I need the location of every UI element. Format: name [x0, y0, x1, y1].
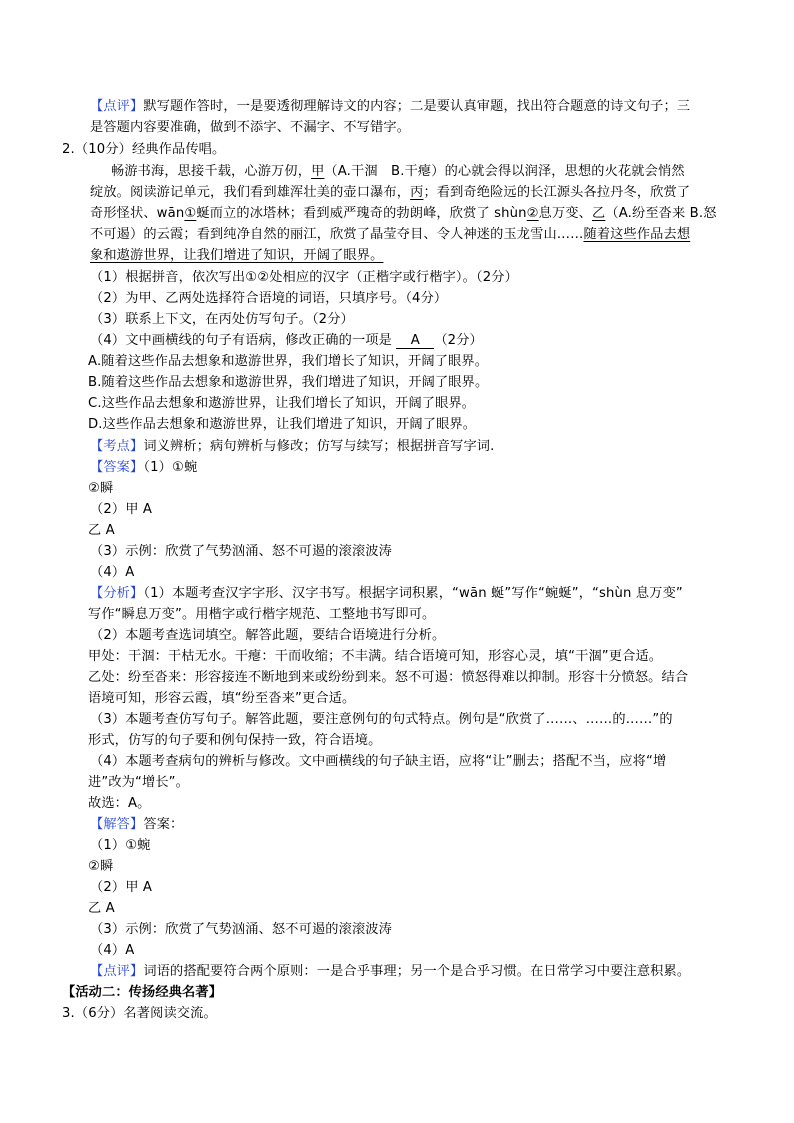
text-line — [90, 562, 134, 583]
text-span: 形式，仿写的句子要和例句保持一致，符合语境。 — [88, 733, 382, 748]
text-line — [88, 688, 355, 709]
text-line — [88, 604, 435, 625]
text-span: 蜒而立的冰塔林；看到威严瑰奇的勃朗峰，欣赏了 shùn — [196, 206, 527, 221]
text-line — [111, 161, 685, 182]
text-line — [88, 772, 189, 793]
text-span: （3）本题考查仿写句子。解答此题，要注意例句的句式特点。例句是“欣赏了……、……的……”的 — [90, 712, 673, 727]
text-span: ②瞬 — [88, 859, 114, 874]
text-span: （4）A — [90, 565, 135, 580]
text-span: 写作“瞬息万变”。用楷字或行楷字规范、工整地书写即可。 — [88, 607, 436, 622]
text-span: （4）A — [90, 943, 135, 958]
text-line — [88, 478, 113, 499]
text-span: 词义辨析；病句辨析与修改；仿写与续写；根据拼音写字词. — [143, 439, 495, 454]
answer-blank: A — [396, 334, 434, 349]
text-span: （3）联系上下文，在丙处仿写句子。（2分） — [90, 312, 354, 327]
text-span: 甲 — [311, 164, 325, 179]
text-span: 语境可知，形容云霞，填“纷至沓来”更合适。 — [88, 691, 356, 706]
text-line — [90, 267, 518, 288]
text-line — [90, 919, 392, 940]
text-span: 甲处：干涸：干枯无水。干瘪：干而收缩；不丰满。结合语境可知，形容心灵，填“干涸”更合适。 — [88, 649, 663, 664]
text-line — [90, 436, 494, 457]
text-line — [88, 793, 151, 814]
text-span: （1）①蜿 — [90, 838, 151, 853]
text-span: 默写题作答时，一是要透彻理解诗文的内容；二是要认真审题，找出符合题意的诗文句子；三 — [143, 99, 691, 114]
text-line — [90, 940, 134, 961]
text-line — [90, 457, 197, 478]
text-span: （A.纷至沓来 B.怒 — [605, 206, 717, 221]
text-line — [90, 961, 690, 982]
text-line — [90, 117, 410, 138]
text-span: 答案： — [143, 817, 184, 832]
text-span: 是答题内容要准确，做到不添字、不漏字、不写错字。 — [90, 120, 411, 135]
text-line — [90, 182, 690, 203]
text-line — [90, 245, 383, 266]
text-line — [88, 730, 381, 751]
text-span: 2.（10分）经典作品传唱。 — [62, 142, 226, 157]
text-line — [88, 856, 113, 877]
text-span: 故选：A。 — [88, 796, 151, 811]
text-span: D.这些作品去想象和遨游世界，让我们增进了知识，开阔了眼界。 — [88, 417, 477, 432]
text-span: B.随着这些作品去想象和遨游世界，我们增进了知识，开阔了眼界。 — [88, 375, 489, 390]
text-line — [62, 139, 225, 160]
text-span: ① — [184, 206, 197, 221]
text-span: 词语的搭配要符合两个原则：一是合乎事理；另一个是合乎习惯。在日常学习中要注意积累。 — [143, 964, 691, 979]
text-line — [90, 203, 717, 224]
text-span: 乙 A — [88, 901, 115, 916]
section-tag: 【答案】 — [90, 460, 144, 475]
text-span: 乙 A — [88, 523, 115, 538]
text-line — [90, 330, 483, 351]
text-line — [90, 625, 445, 646]
text-span: C.这些作品去想象和遨游世界，让我们增长了知识，开阔了眼界。 — [88, 396, 476, 411]
text-span: 【活动二：传扬经典名著】 — [62, 985, 223, 1000]
text-line — [88, 520, 115, 541]
text-line — [88, 393, 475, 414]
text-line — [90, 835, 151, 856]
text-span: （2）甲 A — [90, 502, 153, 517]
text-span: 奇形怪状、wān — [90, 206, 185, 221]
text-span: 丙 — [410, 185, 424, 200]
text-line — [88, 646, 662, 667]
text-span: 进”改为“增长”。 — [88, 775, 189, 790]
section-tag: 【考点】 — [90, 439, 144, 454]
text-line — [90, 309, 354, 330]
text-span: （2分） — [434, 333, 483, 348]
text-span: （1）根据拼音，依次写出①②处相应的汉字（正楷字或行楷字）。（2分） — [90, 270, 518, 285]
text-span: 畅游书海，思接千载，心游万仞， — [111, 164, 312, 179]
text-line — [90, 499, 152, 520]
text-span: （3）示例：欣赏了气势汹涌、怒不可遏的滚滚波涛 — [90, 544, 392, 559]
text-span: （A.干涸 B.干瘪）的心就会得以润泽，思想的火花就会悄然 — [324, 164, 685, 179]
text-span: ；看到奇绝险远的长江源头各拉丹冬，欣赏了 — [423, 185, 691, 200]
text-line — [90, 751, 666, 772]
text-span: 随着这些作品去想 — [583, 227, 691, 242]
text-line — [88, 667, 688, 688]
text-span: A.随着这些作品去想象和遨游世界，我们增长了知识，开阔了眼界。 — [88, 354, 489, 369]
text-line — [88, 372, 488, 393]
text-span: （4）文中画横线的句子有语病，修改正确的一项是 — [90, 333, 397, 348]
text-line — [88, 898, 115, 919]
section-tag: 【分析】 — [90, 586, 144, 601]
text-line — [90, 814, 183, 835]
text-span: ②瞬 — [88, 481, 114, 496]
text-span: 3.（6分）名著阅读交流。 — [62, 1006, 217, 1021]
text-span: （2）甲 A — [90, 880, 153, 895]
text-span: （2）本题考查选词填空。解答此题，要结合语境进行分析。 — [90, 628, 446, 643]
text-span: 乙处：纷至沓来：形容接连不断地到来或纷纷到来。怒不可遏：愤怒得难以抑制。形容十分愤怒。结合 — [88, 670, 689, 685]
text-line — [90, 709, 673, 730]
section-tag: 【点评】 — [90, 99, 144, 114]
text-span: （2）为甲、乙两处选择符合语境的词语，只填序号。（4分） — [90, 291, 448, 306]
text-span: （1）本题考查汉字字形、汉字书写。根据字词积累，“wān 蜒”写作“蜿蜒”，“shùn 息万变” — [143, 586, 683, 601]
section-tag: 【点评】 — [90, 964, 144, 979]
text-span: （1）①蜿 — [143, 460, 198, 475]
text-span: 乙 — [592, 206, 606, 221]
text-line — [88, 414, 476, 435]
section-tag: 【解答】 — [90, 817, 144, 832]
text-line — [90, 583, 683, 604]
text-span: ② — [526, 206, 539, 221]
text-line — [62, 1003, 217, 1024]
text-span: 不可遏）的云霞；看到纯净自然的丽江，欣赏了晶莹夺目、令人神迷的玉龙雪山…… — [90, 227, 584, 242]
text-line — [90, 288, 447, 309]
text-line — [90, 224, 690, 245]
text-span: 息万变、 — [538, 206, 593, 221]
text-line — [62, 982, 222, 1003]
text-line — [90, 96, 690, 117]
text-span: （3）示例：欣赏了气势汹涌、怒不可遏的滚滚波涛 — [90, 922, 392, 937]
text-span: （4）本题考查病句的辨析与修改。文中画横线的句子缺主语，应将“让”删去；搭配不当，应将“增 — [90, 754, 667, 769]
text-line — [90, 541, 392, 562]
text-span: 绽放。阅读游记单元，我们看到雄浑壮美的壶口瀑布， — [90, 185, 411, 200]
text-span: 象和遨游世界，让我们增进了知识，开阔了眼界。 — [90, 248, 384, 263]
text-line — [90, 877, 152, 898]
text-line — [88, 351, 488, 372]
